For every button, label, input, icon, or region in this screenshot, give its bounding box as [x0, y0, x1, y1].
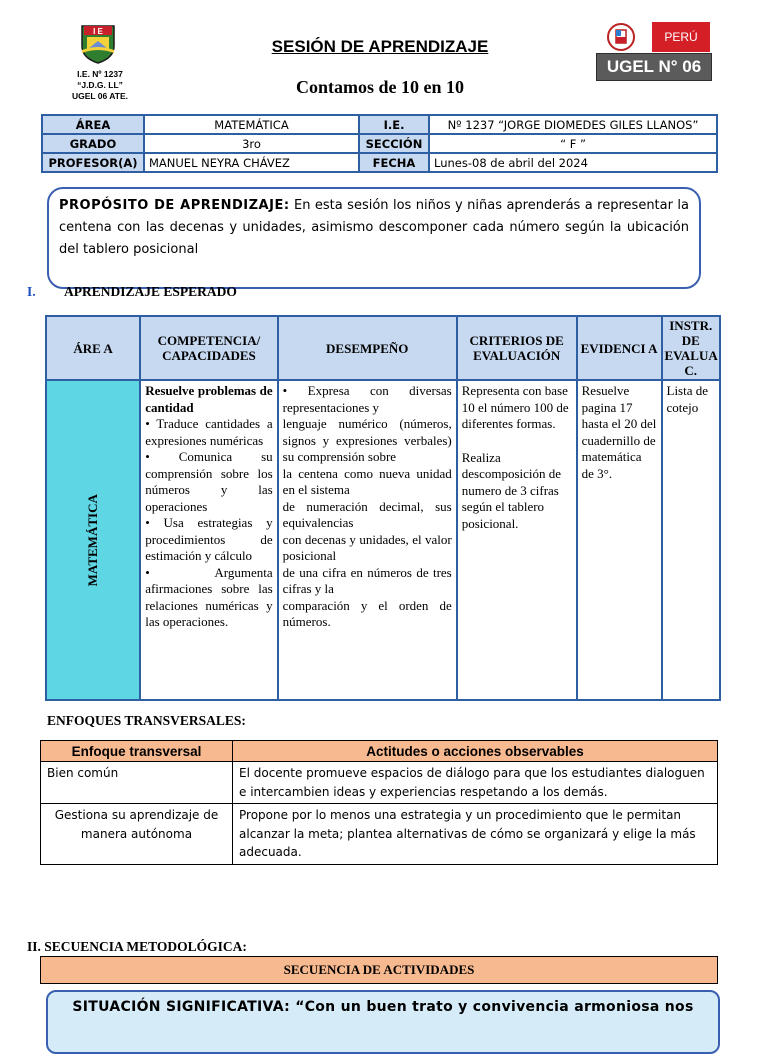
area-value: MATEMÁTICA [144, 115, 359, 134]
criterios-cell [457, 380, 577, 700]
ugel-label: UGEL N° 06 [596, 53, 712, 81]
enfoque-row [41, 804, 718, 865]
peru-label: PERÚ [652, 22, 710, 52]
area-cell [46, 380, 140, 700]
learning-table-row [46, 380, 720, 700]
profesor-label: PROFESOR(A) [42, 153, 144, 172]
competencia-title: Resuelve problemas de cantidad [145, 383, 273, 415]
session-info-table [41, 114, 718, 173]
section-1-number: I. [27, 284, 36, 299]
learning-purpose-box [47, 187, 701, 289]
purpose-text: En esta sesión los niños y niñas aprenderás a representar la centena con las decenas y unidades, asimismo descomponer cada número según la ubicación del tablero posicional [59, 198, 689, 257]
ie-value: Nº 1237 “JORGE DIOMEDES GILES LLANOS” [429, 115, 717, 134]
situacion-body: “Con un buen trato y convivencia armoniosa nos [290, 999, 694, 1015]
profesor-value: MANUEL NEYRA CHÁVEZ [144, 153, 359, 172]
section-1-heading [27, 284, 237, 300]
desempeno-line: lenguaje numérico (números, signos y expresiones verbales) su comprensión sobre [282, 416, 452, 464]
school-line-2: “J.D.G. LL” [77, 80, 123, 90]
seccion-value: “ F ” [429, 134, 717, 153]
purpose-label: PROPÓSITO DE APRENDIZAJE: [59, 198, 290, 213]
school-crest-icon [78, 22, 118, 64]
desempeno-line: de numeración decimal, sus equivalencias [282, 498, 452, 530]
fecha-value: Lunes-08 de abril del 2024 [429, 153, 717, 172]
info-row-area [42, 115, 717, 134]
area-label: ÁREA [42, 115, 144, 134]
desempeno-line: • Expresa con diversas representaciones y [282, 383, 452, 415]
col-criterios: CRITERIOS DE EVALUACIÓN [457, 316, 577, 380]
competencia-cell [140, 380, 277, 700]
instrumento-cell: Lista de cotejo [662, 380, 721, 700]
page-title: SESIÓN DE APRENDIZAJE [271, 37, 489, 56]
grado-label: GRADO [42, 134, 144, 153]
enfoque-name: Gestiona su aprendizaje de manera autónoma [41, 804, 233, 865]
situacion-text [48, 999, 718, 1015]
school-identifier [55, 69, 145, 102]
school-line-3: UGEL 06 ATE. [71, 91, 129, 101]
desempeno-line: la centena como nueva unidad en el sistema [282, 465, 452, 497]
col-desempeno: DESEMPEÑO [278, 316, 457, 380]
situacion-significativa-box [46, 990, 720, 1054]
col-instrumento: INSTR. DE EVALUA C. [662, 316, 721, 380]
ie-label: I.E. [359, 115, 429, 134]
info-row-profesor [42, 153, 717, 172]
section-1-title: APRENDIZAJE ESPERADO [64, 284, 237, 299]
svg-text:I E: I E [93, 27, 103, 36]
secuencia-bar: SECUENCIA DE ACTIVIDADES [40, 956, 718, 984]
enfoque-name: Bien común [41, 762, 233, 804]
situacion-label: SITUACIÓN SIGNIFICATIVA: [72, 999, 291, 1015]
enfoques-header [41, 741, 718, 762]
learning-table-header [46, 316, 720, 380]
col-competencia: COMPETENCIA/ CAPACIDADES [140, 316, 277, 380]
desempeno-line: con decenas y unidades, el valor posicional [282, 531, 452, 563]
desempeno-line: comparación y el orden de números. [282, 597, 452, 629]
col-area: ÁRE A [46, 316, 140, 380]
capacidad-item: • Argumenta afirmaciones sobre las relaciones numéricas y las operaciones. [145, 564, 273, 629]
peru-coat-of-arms-icon [606, 22, 636, 52]
enfoques-col-acciones: Actitudes o acciones observables [233, 741, 718, 762]
enfoque-action: El docente promueve espacios de diálogo para que los estudiantes dialoguen e intercambien ideas y experiencias respetando a los demás. [233, 762, 718, 804]
enfoques-col-enfoque: Enfoque transversal [41, 741, 233, 762]
desempeno-line: de una cifra en números de tres cifras y la [282, 564, 452, 596]
capacidad-item: • Usa estrategias y procedimientos de estimación y cálculo [145, 515, 273, 563]
section-2-heading: II. SECUENCIA METODOLÓGICA: [27, 939, 247, 954]
learning-table [45, 315, 721, 701]
criterio-item: Representa con base 10 el número 100 de diferentes formas. [461, 383, 569, 431]
fecha-label: FECHA [359, 153, 429, 172]
enfoque-action: Propone por lo menos una estrategia y un procedimiento que le permitan alcanzar la meta; plantea alternativas de cómo se organizará y elige la más adecuada. [233, 804, 718, 865]
ugel-logo [600, 22, 710, 80]
col-evidencia: EVIDENCI A [577, 316, 662, 380]
desempeno-cell [278, 380, 457, 700]
criterio-item: Realiza descomposición de numero de 3 cifras según el tablero posicional. [461, 449, 562, 531]
seccion-label: SECCIÓN [359, 134, 429, 153]
school-line-1: I.E. Nº 1237 [77, 69, 123, 79]
enfoques-heading: ENFOQUES TRANSVERSALES: [47, 713, 246, 728]
session-subtitle: Contamos de 10 en 10 [295, 77, 464, 97]
area-vertical-label: MATEMÁTICA [84, 493, 100, 587]
capacidad-item: • Comunica su comprensión sobre los números y las operaciones [145, 449, 273, 514]
capacidad-item: • Traduce cantidades a expresiones numéricas [145, 416, 273, 448]
info-row-grado [42, 134, 717, 153]
evidencia-cell: Resuelve pagina 17 hasta el 20 del cuadernillo de matemática de 3°. [577, 380, 662, 700]
enfoques-table [40, 740, 718, 865]
enfoque-row [41, 762, 718, 804]
grado-value: 3ro [144, 134, 359, 153]
